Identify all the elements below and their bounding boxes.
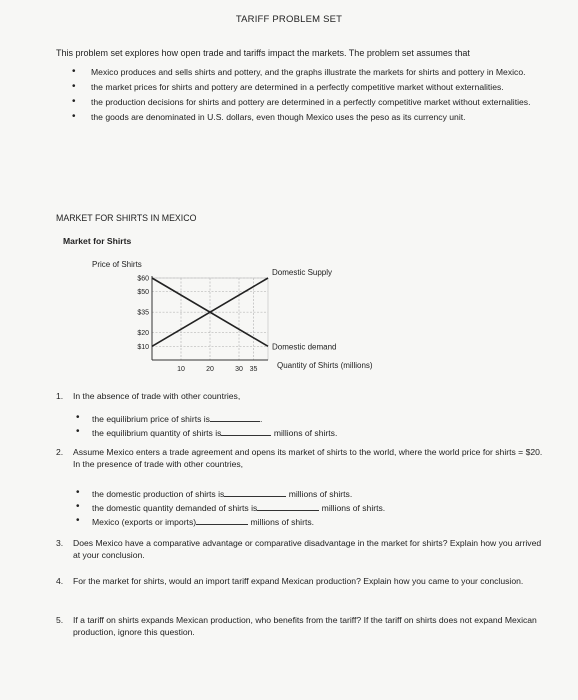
bullet-dot: •	[76, 487, 80, 498]
demand-curve-label: Domestic demand	[272, 342, 337, 352]
answer-prompt: the equilibrium quantity of shirts is	[92, 428, 222, 438]
list-item: • the market prices for shirts and pottery are determined in a perfectly competitive market without externalities.	[72, 81, 542, 93]
question-text: If a tariff on shirts expands Mexican production, who benefits from the tariff? If the tariff on shirts does not expand Mexican production, ignore this question.	[73, 615, 537, 637]
answer-blank[interactable]	[196, 515, 248, 525]
intro-paragraph: This problem set explores how open trade and tariffs impact the markets. The problem set assumes that	[56, 48, 470, 58]
question-text: In the absence of trade with other countries,	[73, 391, 241, 401]
answer-suffix: millions of shirts.	[321, 503, 386, 513]
x-tick-label: 10	[177, 366, 185, 373]
q2-answer-a	[92, 487, 352, 500]
answer-suffix: millions of shirts.	[288, 489, 353, 499]
bullet-dot: •	[76, 501, 80, 512]
answer-suffix: millions of shirts.	[273, 428, 338, 438]
bullet-dot: •	[76, 515, 80, 526]
question-number: 1.	[56, 391, 64, 401]
question-text: Does Mexico have a comparative advantage or comparative disadvantage in the market for shirts? Explain how you arrived at your conclusion.	[73, 538, 542, 560]
question-text: For the market for shirts, would an import tariff expand Mexican production? Explain how you came to your conclusion.	[73, 576, 524, 586]
section-title: MARKET FOR SHIRTS IN MEXICO	[56, 213, 197, 223]
bullet-dot: •	[76, 412, 80, 423]
chart-heading: Market for Shirts	[63, 236, 132, 246]
list-item: • Mexico produces and sells shirts and pottery, and the graphs illustrate the markets for shirts and pottery in Mexico.	[72, 66, 542, 78]
x-tick-label: 20	[206, 366, 214, 373]
answer-prompt: the domestic production of shirts is	[92, 489, 225, 499]
page-title: TARIFF PROBLEM SET	[235, 14, 343, 25]
x-tick-label: 30	[235, 366, 243, 373]
answer-blank[interactable]	[224, 487, 286, 497]
question-number: 4.	[56, 576, 64, 586]
q2-answer-b	[92, 501, 385, 514]
y-tick-label: $50	[137, 289, 149, 297]
list-item: • the goods are denominated in U.S. dollars, even though Mexico uses the peso as its currency unit.	[72, 111, 542, 123]
answer-blank[interactable]	[210, 412, 263, 424]
y-tick-label: $10	[137, 343, 149, 351]
answer-prompt: the equilibrium price of shirts is	[92, 414, 210, 424]
question-number: 5.	[56, 615, 64, 625]
q2-answer-c	[92, 515, 314, 528]
supply-curve-label: Domestic Supply	[272, 268, 333, 277]
q1-answer-b	[92, 426, 337, 439]
question-number: 2.	[56, 447, 64, 457]
answer-blank[interactable]	[221, 426, 271, 436]
x-tick-label: 35	[249, 366, 258, 373]
q1-answer-a	[92, 412, 262, 425]
answer-suffix: millions of shirts.	[250, 517, 315, 527]
y-tick-label: $35	[137, 309, 149, 317]
question-number: 3.	[56, 538, 64, 548]
question-text: Assume Mexico enters a trade agreement and opens its market of shirts to the world, where the world price for shirts = $20. In the presence of trade with other countries,	[73, 447, 543, 469]
y-tick-label: $20	[137, 330, 149, 338]
answer-suffix: .	[259, 414, 263, 424]
list-item: • the production decisions for shirts and pottery are determined in a perfectly competitive market without externalities.	[72, 96, 542, 108]
bullet-dot: •	[76, 426, 80, 437]
answer-prompt: Mexico (exports or imports)	[92, 517, 197, 527]
x-axis-label: Quantity of Shirts (millions)	[277, 361, 373, 370]
answer-blank[interactable]	[257, 501, 319, 511]
answer-prompt: the domestic quantity demanded of shirts is	[92, 503, 258, 513]
y-tick-label: $60	[137, 275, 149, 283]
y-axis-label: Price of Shirts	[92, 260, 142, 269]
